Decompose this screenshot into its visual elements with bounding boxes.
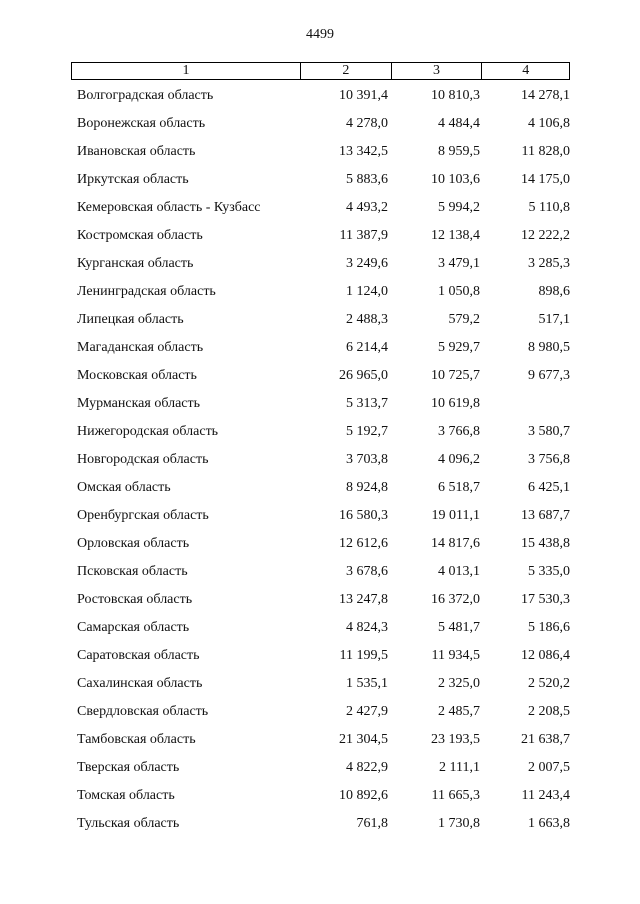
table-row <box>71 280 570 308</box>
value-cell-c4: 9 677,3 <box>528 368 570 383</box>
region-name: Оренбургская область <box>77 508 209 523</box>
value-cell-c3: 14 817,6 <box>431 536 480 551</box>
value-cell-c4: 21 638,7 <box>521 732 570 747</box>
table-row <box>71 532 570 560</box>
table-row <box>71 336 570 364</box>
value-cell-c3: 19 011,1 <box>431 508 480 523</box>
region-name: Томская область <box>77 788 175 803</box>
value-cell-c2: 13 247,8 <box>339 592 388 607</box>
table-row <box>71 700 570 728</box>
region-name: Ивановская область <box>77 144 196 159</box>
value-cell-c4: 17 530,3 <box>521 592 570 607</box>
value-cell-c2: 6 214,4 <box>346 340 388 355</box>
value-cell-c4: 2 520,2 <box>528 676 570 691</box>
value-cell-c3: 11 934,5 <box>431 648 480 663</box>
value-cell-c3: 4 013,1 <box>438 564 480 579</box>
value-cell-c2: 10 892,6 <box>339 788 388 803</box>
value-cell-c3: 4 484,4 <box>438 116 480 131</box>
value-cell-c2: 3 703,8 <box>346 452 388 467</box>
value-cell-c4: 14 175,0 <box>521 172 570 187</box>
value-cell-c3: 3 766,8 <box>438 424 480 439</box>
value-cell-c3: 5 481,7 <box>438 620 480 635</box>
value-cell-c3: 1 730,8 <box>438 816 480 831</box>
value-cell-c4: 8 980,5 <box>528 340 570 355</box>
value-cell-c2: 1 124,0 <box>346 284 388 299</box>
value-cell-c2: 10 391,4 <box>339 88 388 103</box>
value-cell-c4: 5 110,8 <box>528 200 570 215</box>
value-cell-c4: 2 007,5 <box>528 760 570 775</box>
value-cell-c3: 2 111,1 <box>439 760 480 775</box>
region-name: Тамбовская область <box>77 732 196 747</box>
value-cell-c3: 5 994,2 <box>438 200 480 215</box>
table-row <box>71 588 570 616</box>
table-row <box>71 420 570 448</box>
table-row <box>71 756 570 784</box>
value-cell-c2: 11 199,5 <box>339 648 388 663</box>
value-cell-c3: 12 138,4 <box>431 228 480 243</box>
value-cell-c2: 11 387,9 <box>339 228 388 243</box>
value-cell-c4: 5 186,6 <box>528 620 570 635</box>
value-cell-c2: 5 192,7 <box>346 424 388 439</box>
table-row <box>71 476 570 504</box>
value-cell-c4: 1 663,8 <box>528 816 570 831</box>
region-name: Курганская область <box>77 256 194 271</box>
value-cell-c3: 579,2 <box>448 312 480 327</box>
table-row <box>71 196 570 224</box>
value-cell-c4: 3 580,7 <box>528 424 570 439</box>
value-cell-c2: 2 488,3 <box>346 312 388 327</box>
table-row <box>71 672 570 700</box>
value-cell-c3: 16 372,0 <box>431 592 480 607</box>
value-cell-c4: 898,6 <box>538 284 570 299</box>
region-name: Мурманская область <box>77 396 201 411</box>
table-row <box>71 308 570 336</box>
value-cell-c2: 1 535,1 <box>346 676 388 691</box>
value-cell-c3: 10 103,6 <box>431 172 480 187</box>
table-row <box>71 84 570 112</box>
value-cell-c3: 23 193,5 <box>431 732 480 747</box>
table-header-row <box>71 62 570 80</box>
value-cell-c2: 5 883,6 <box>346 172 388 187</box>
value-cell-c3: 1 050,8 <box>438 284 480 299</box>
table-row <box>71 140 570 168</box>
value-cell-c4: 2 208,5 <box>528 704 570 719</box>
value-cell-c3: 5 929,7 <box>438 340 480 355</box>
region-name: Московская область <box>77 368 197 383</box>
table-row <box>71 644 570 672</box>
column-header-3: 3 <box>391 63 482 79</box>
value-cell-c3: 10 725,7 <box>431 368 480 383</box>
region-name: Липецкая область <box>77 312 184 327</box>
table-row <box>71 504 570 532</box>
page-number: 4499 <box>306 27 334 42</box>
table-row <box>71 560 570 588</box>
table-row <box>71 112 570 140</box>
region-name: Магаданская область <box>77 340 204 355</box>
value-cell-c2: 761,8 <box>356 816 388 831</box>
value-cell-c2: 8 924,8 <box>346 480 388 495</box>
value-cell-c4: 5 335,0 <box>528 564 570 579</box>
table-row <box>71 252 570 280</box>
region-name: Ростовская область <box>77 592 193 607</box>
value-cell-c2: 3 249,6 <box>346 256 388 271</box>
value-cell-c2: 12 612,6 <box>339 536 388 551</box>
region-name: Псковская область <box>77 564 188 579</box>
table-row <box>71 448 570 476</box>
region-name: Иркутская область <box>77 172 189 187</box>
value-cell-c3: 4 096,2 <box>438 452 480 467</box>
region-name: Тверская область <box>77 760 180 775</box>
column-header-1: 1 <box>182 63 190 78</box>
value-cell-c4 <box>482 392 570 420</box>
value-cell-c2: 5 313,7 <box>346 396 388 411</box>
table-body <box>71 84 570 840</box>
table-row <box>71 784 570 812</box>
value-cell-c2: 4 822,9 <box>346 760 388 775</box>
table-row <box>71 812 570 840</box>
value-cell-c3: 2 325,0 <box>438 676 480 691</box>
value-cell-c2: 26 965,0 <box>339 368 388 383</box>
value-cell-c2: 16 580,3 <box>339 508 388 523</box>
value-cell-c3: 10 810,3 <box>431 88 480 103</box>
region-name: Нижегородская область <box>77 424 219 439</box>
region-name: Воронежская область <box>77 116 206 131</box>
value-cell-c4: 12 086,4 <box>521 648 570 663</box>
value-cell-c4: 12 222,2 <box>521 228 570 243</box>
value-cell-c3: 2 485,7 <box>438 704 480 719</box>
value-cell-c4: 14 278,1 <box>521 88 570 103</box>
region-name: Волгоградская область <box>77 88 214 103</box>
value-cell-c4: 3 285,3 <box>528 256 570 271</box>
table-row <box>71 392 570 420</box>
region-name: Ленинградская область <box>77 284 216 299</box>
region-name: Орловская область <box>77 536 190 551</box>
value-cell-c4: 3 756,8 <box>528 452 570 467</box>
value-cell-c4: 15 438,8 <box>521 536 570 551</box>
value-cell-c3: 11 665,3 <box>431 788 480 803</box>
region-name: Костромская область <box>77 228 203 243</box>
region-name: Новгородская область <box>77 452 209 467</box>
region-name: Сахалинская область <box>77 676 203 691</box>
region-name: Омская область <box>77 480 171 495</box>
value-cell-c2: 4 493,2 <box>346 200 388 215</box>
value-cell-c4: 6 425,1 <box>528 480 570 495</box>
region-name: Кемеровская область - Кузбасс <box>77 200 261 215</box>
value-cell-c4: 517,1 <box>538 312 570 327</box>
column-header-4: 4 <box>481 63 569 79</box>
value-cell-c2: 13 342,5 <box>339 144 388 159</box>
table-row <box>71 224 570 252</box>
value-cell-c3: 10 619,8 <box>431 396 480 411</box>
table-row <box>71 364 570 392</box>
column-header-2: 2 <box>300 63 391 79</box>
region-name: Саратовская область <box>77 648 200 663</box>
region-name: Самарская область <box>77 620 190 635</box>
value-cell-c2: 21 304,5 <box>339 732 388 747</box>
value-cell-c4: 4 106,8 <box>528 116 570 131</box>
value-cell-c3: 8 959,5 <box>438 144 480 159</box>
value-cell-c4: 11 243,4 <box>521 788 570 803</box>
value-cell-c4: 13 687,7 <box>521 508 570 523</box>
value-cell-c2: 4 824,3 <box>346 620 388 635</box>
value-cell-c3: 3 479,1 <box>438 256 480 271</box>
region-name: Тульская область <box>77 816 180 831</box>
region-name: Свердловская область <box>77 704 209 719</box>
value-cell-c2: 2 427,9 <box>346 704 388 719</box>
table-row <box>71 168 570 196</box>
value-cell-c2: 4 278,0 <box>346 116 388 131</box>
table-row <box>71 728 570 756</box>
table-row <box>71 616 570 644</box>
value-cell-c2: 3 678,6 <box>346 564 388 579</box>
value-cell-c4: 11 828,0 <box>521 144 570 159</box>
value-cell-c3: 6 518,7 <box>438 480 480 495</box>
